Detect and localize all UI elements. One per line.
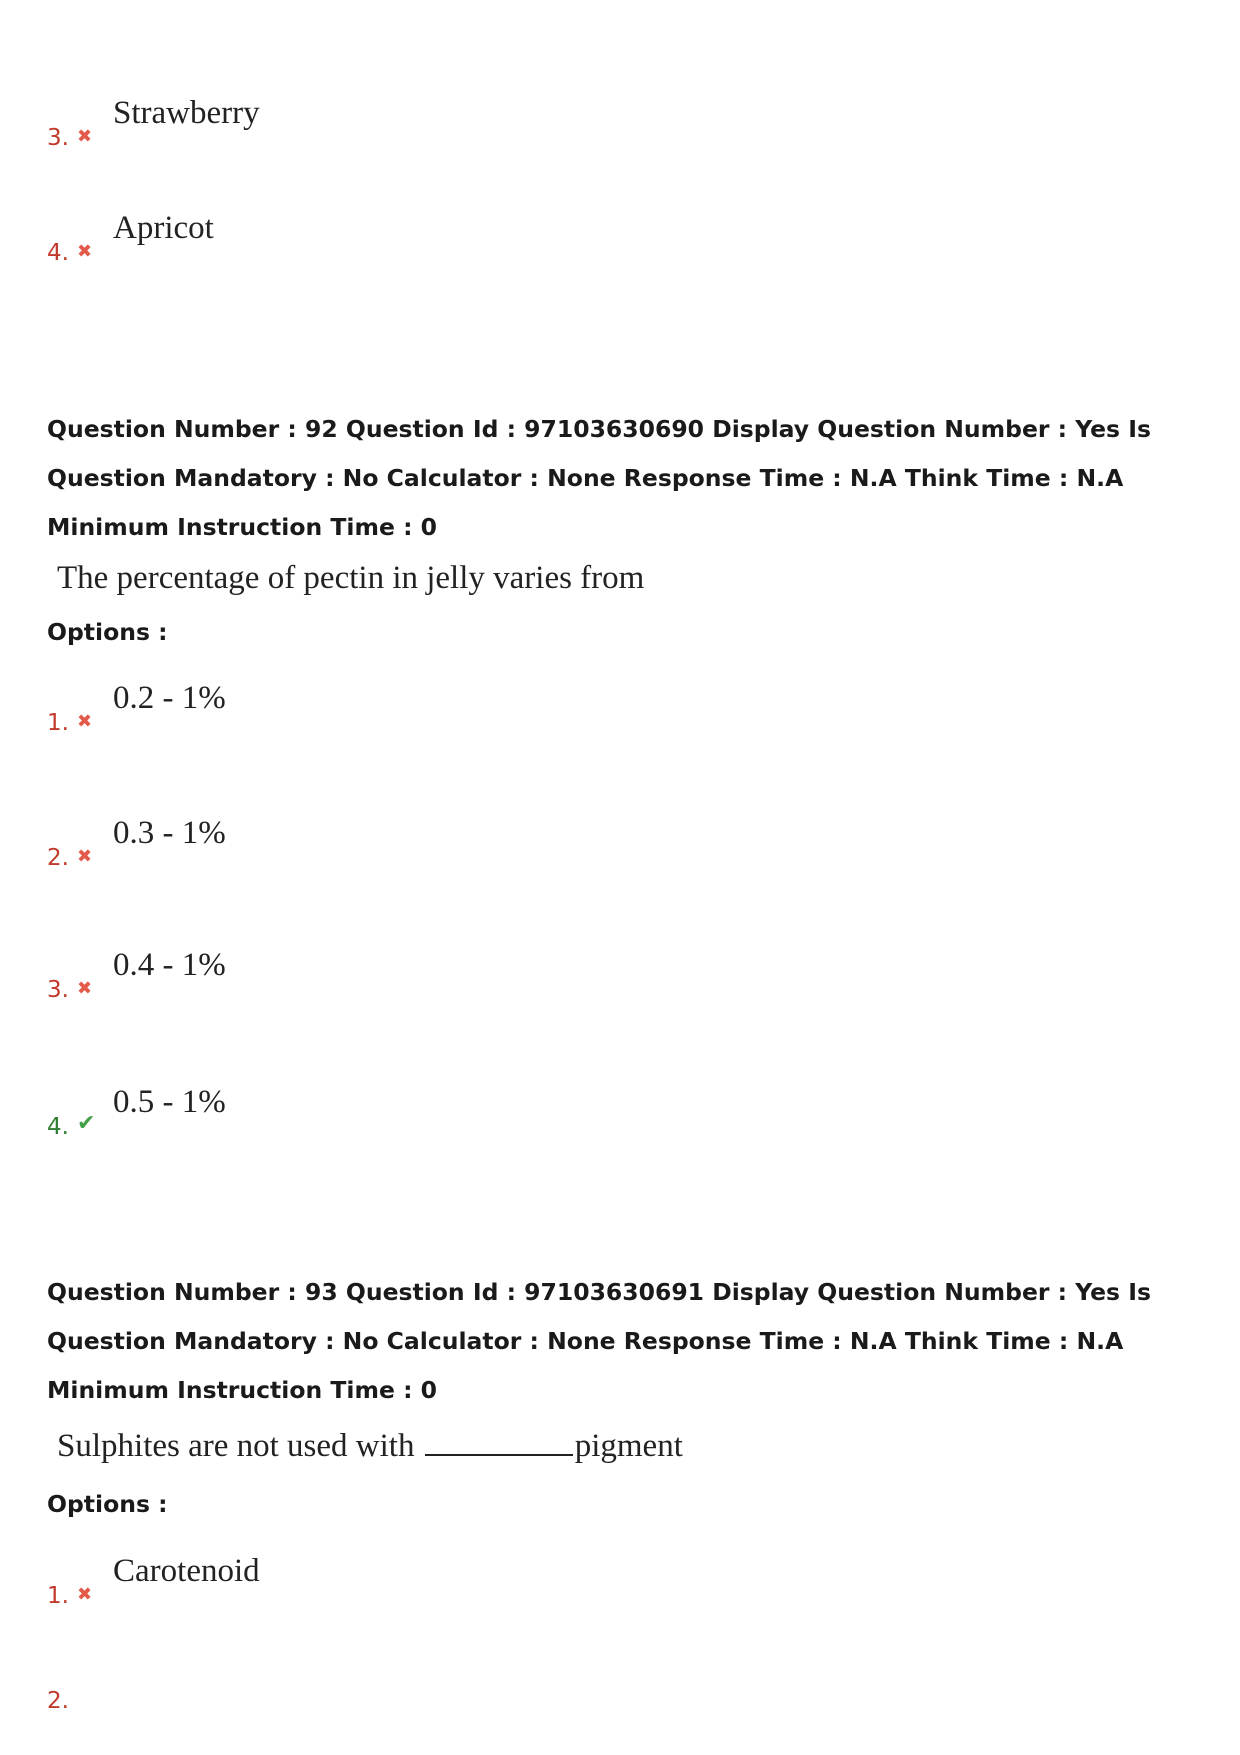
option-text: 0.3 - 1% [113,815,226,851]
cross-icon: ✖ [77,711,93,732]
option-text: 0.2 - 1% [113,680,226,716]
question-text-part: pigment [574,1428,683,1464]
q93-option-2 [47,1653,77,1713]
q92-option-2 [47,810,226,870]
cross-icon: ✖ [77,846,93,867]
check-icon: ✔ [77,1111,96,1136]
options-label-92: Options : [47,618,168,646]
cross-icon: ✖ [77,241,93,262]
options-label-93: Options : [47,1490,168,1518]
option-number: 4. [47,240,69,266]
question-text-part: Sulphites are not used with [57,1428,415,1464]
question-text-93 [57,1428,683,1463]
option-text: Carotenoid [113,1553,260,1589]
q93-option-1 [47,1548,260,1608]
option-text: 0.5 - 1% [113,1084,226,1120]
option-number: 1. [47,1583,69,1609]
question-text-92: The percentage of pectin in jelly varies from [57,560,645,596]
question-meta-92: Question Number : 92 Question Id : 97103630690 Display Question Number : Yes Is Question Mandatory : No Calculator : None Response Time : N.A Think Time : N.A Minimum Instruction Time : 0 [47,415,1151,541]
option-number: 4. [47,1114,69,1140]
cross-icon: ✖ [77,1584,93,1605]
prev-option-3 [47,90,260,150]
q92-option-4 [47,1079,226,1139]
fill-blank [425,1428,573,1456]
option-number: 3. [47,977,69,1003]
q92-option-3 [47,942,226,1002]
cross-icon: ✖ [77,126,93,147]
q92-option-1 [47,675,226,735]
option-text: 0.4 - 1% [113,947,226,983]
option-number: 2. [47,845,69,871]
option-number: 2. [47,1688,69,1714]
option-text: Strawberry [113,95,260,131]
option-number: 1. [47,710,69,736]
cross-icon: ✖ [77,978,93,999]
question-meta-93: Question Number : 93 Question Id : 97103630691 Display Question Number : Yes Is Question Mandatory : No Calculator : None Response Time : N.A Think Time : N.A Minimum Instruction Time : 0 [47,1278,1151,1404]
prev-option-4 [47,205,214,265]
option-text: Apricot [113,210,214,246]
option-number: 3. [47,125,69,151]
